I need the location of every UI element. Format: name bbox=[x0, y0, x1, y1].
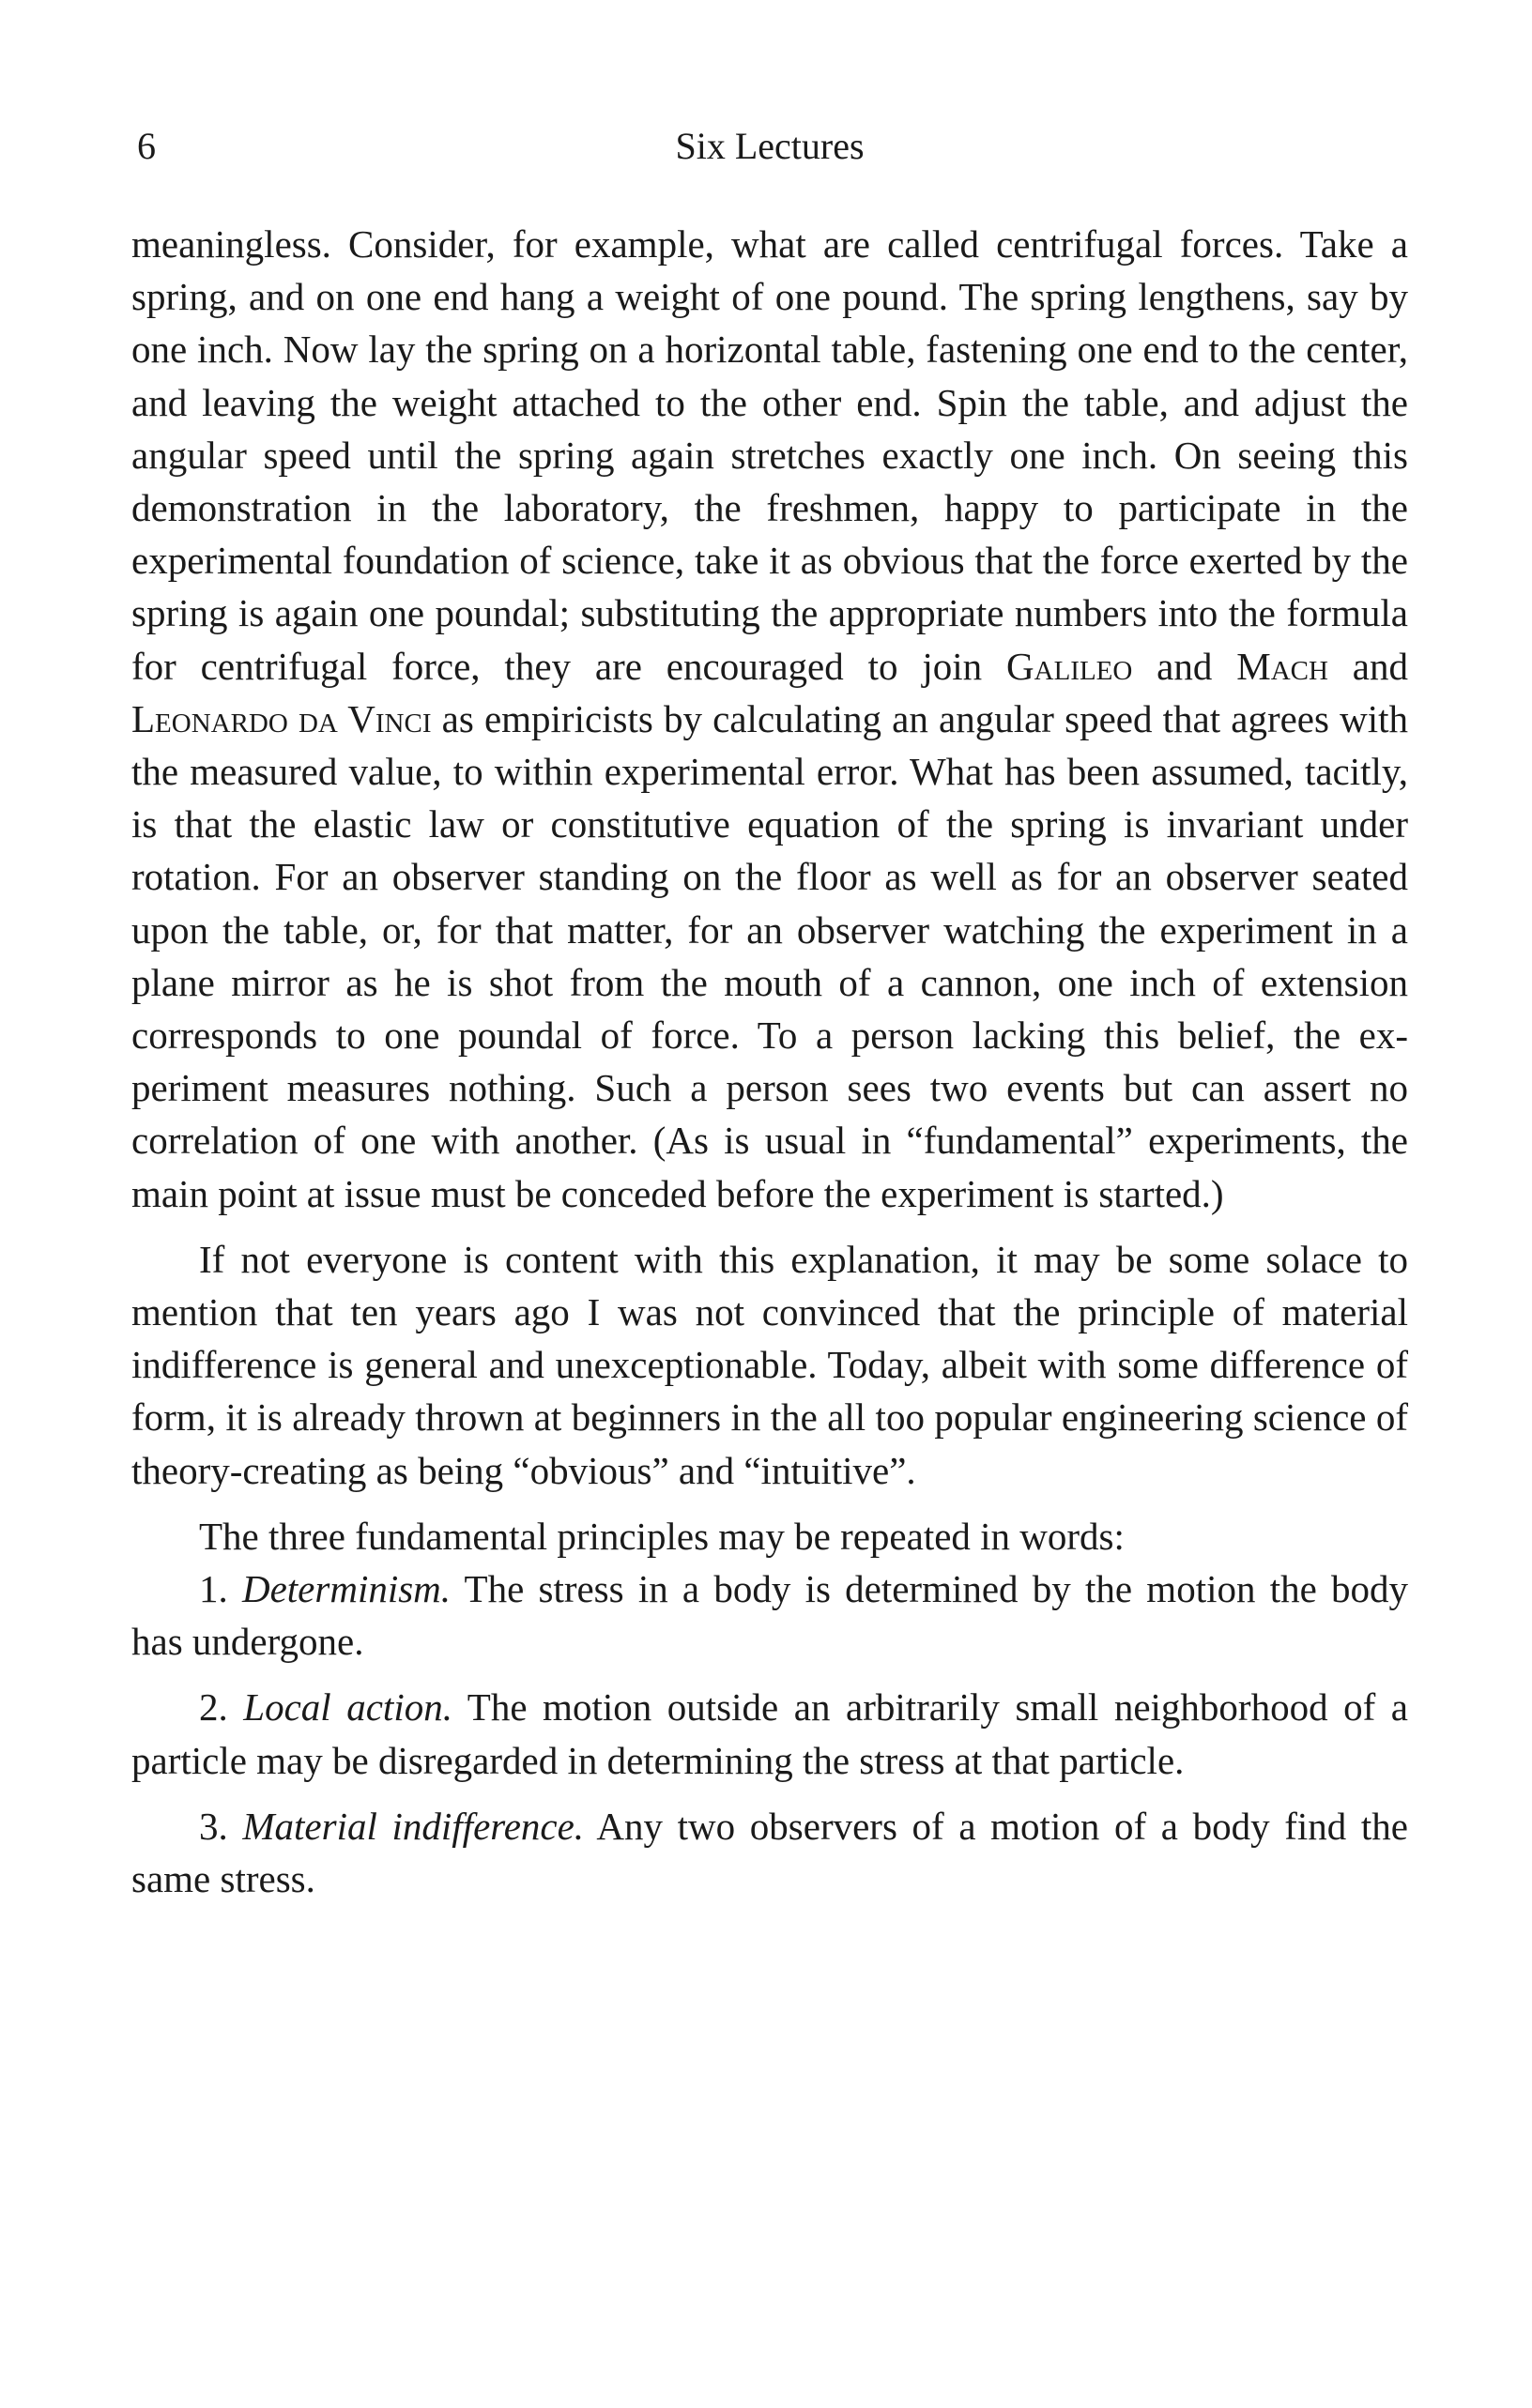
paragraph-centrifugal bbox=[131, 218, 1408, 1220]
principle-title: Material indifference. bbox=[242, 1804, 585, 1848]
principle-title: Local action. bbox=[243, 1685, 452, 1730]
principle-number: 3. bbox=[199, 1804, 243, 1848]
page-number: 6 bbox=[137, 125, 156, 167]
principle-item bbox=[131, 1800, 1408, 1905]
running-title: Six Lectures bbox=[675, 125, 865, 167]
principle-title: Determinism. bbox=[241, 1567, 452, 1611]
principle-number: 2. bbox=[199, 1685, 244, 1730]
paragraph-explanation: If not everyone is content with this explanation, it may be some solace to mention that ten years ago I was not convinced that the principle of material indifference is general and unexceptionable. Today, albeit with some difference of form, it is already thrown at beginners in the all too popular engineering science of theory-creating as being “obvious” and “intuitive”. bbox=[131, 1237, 1408, 1492]
author-name-leonardo: Leonardo da Vinci bbox=[131, 696, 432, 740]
paragraph-text: as empiricists by calculating an angular speed that agrees with the measured value, to within experimental error. What has been assumed, tacitly, is that the elastic law or constitutive equation of the spring is invariant under rotation. For an observer standing on the floor as well as for an observer seated upon the table, or, for that matter, for an observer watching the experiment in a plane mirror as he is shot from the mouth of a cannon, one inch of extension corresponds to one poundal of force. To a person lacking this belief, the experiment measures nothing. Such a person sees two events but can assert no correlation of one with another. (As is usual in “fundamental” experiments, the main point at issue must be conceded before the experiment is started.) bbox=[131, 696, 1408, 1215]
connector-text: and bbox=[1327, 644, 1409, 688]
paragraph-principles-intro: The three fundamental principles may be repeated in words: bbox=[199, 1514, 1125, 1558]
author-name-galileo: Galileo bbox=[1006, 644, 1133, 688]
connector-text: and bbox=[1132, 644, 1237, 688]
principle-text: Any two observers of a motion of a body find the same stress. bbox=[131, 1804, 1408, 1901]
principle-number: 1. bbox=[199, 1567, 242, 1611]
principle-item bbox=[131, 1681, 1408, 1786]
running-head bbox=[131, 120, 1408, 173]
principle-text: The stress in a body is determined by the motion the body has undergone. bbox=[131, 1567, 1409, 1664]
body-text bbox=[131, 218, 1408, 1905]
principle-item bbox=[131, 1562, 1408, 1668]
author-name-mach: Mach bbox=[1236, 644, 1328, 688]
principle-text: The motion outside an arbitrarily small neighborhood of a particle may be disregarded in determining the stress at that particle. bbox=[131, 1685, 1409, 1782]
paragraph-text: meaningless. Consider, for example, what are called centrifugal forces. Take a spring, and on one end hang a weight of one pound. The spring lengthens, say by one inch. Now lay the spring on a horizontal table, fastening one end to the center, and leaving the weight attached to the other end. Spin the table, and adjust the angular speed until the spring again stretches exactly one inch. On seeing this demonstration in the laboratory, the freshmen, happy to participate in the experimental foundation of science, take it as obvious that the force exerted by the spring is again one poundal; substituting the appropriate numbers into the formula for centrifugal force, they are encouraged to join bbox=[131, 222, 1408, 688]
